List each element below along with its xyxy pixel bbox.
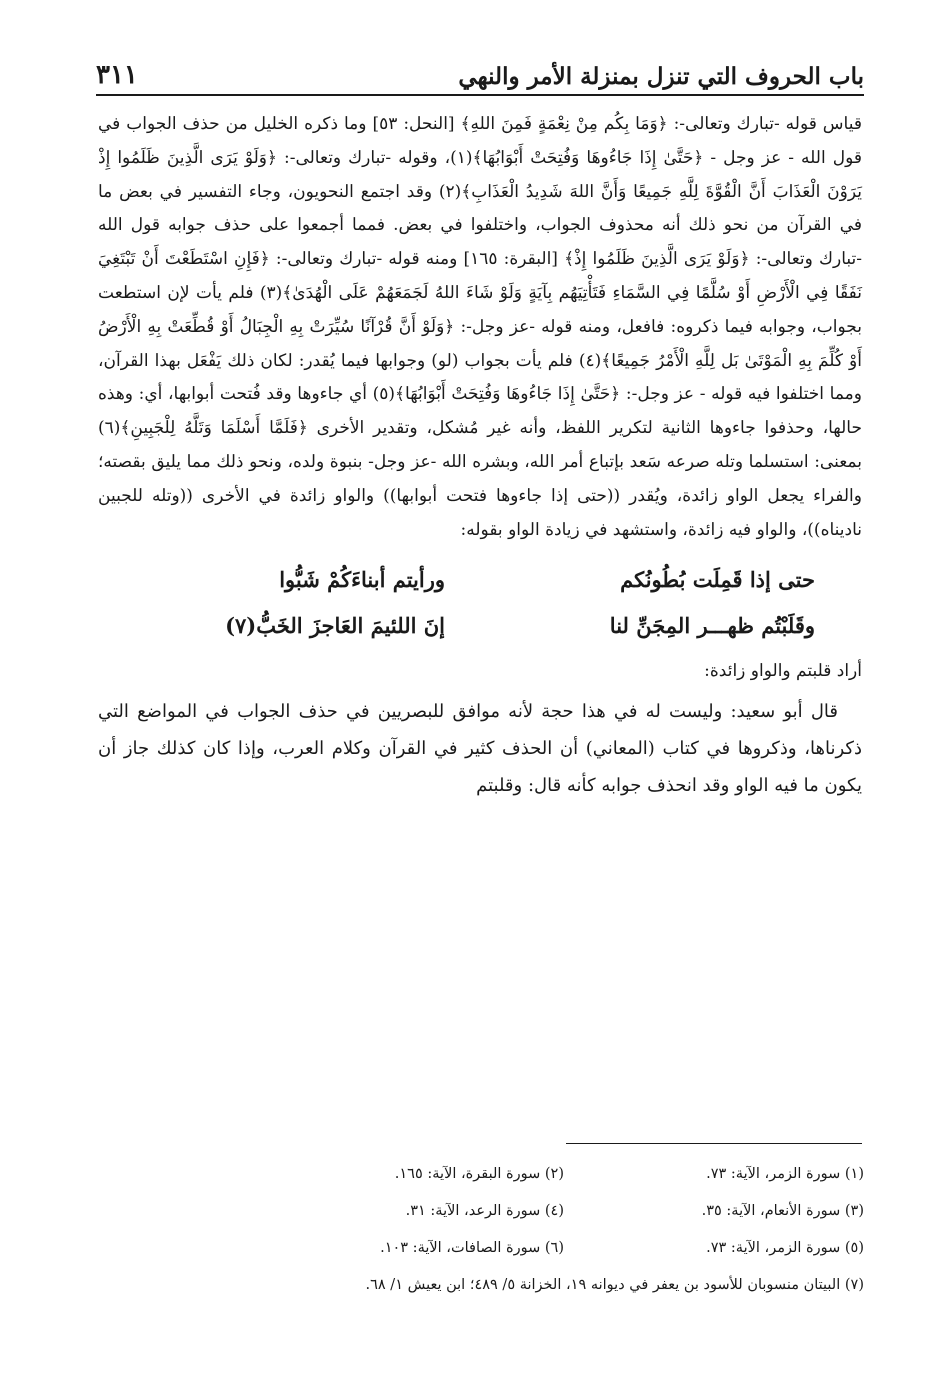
footnote-row	[96, 1155, 864, 1192]
poem-line-2	[98, 603, 862, 649]
poem-verses	[98, 557, 862, 649]
footnote-row	[96, 1266, 864, 1303]
page-number: ٣١١	[96, 60, 138, 90]
paragraph-1: قياس قوله -تبارك وتعالى-: ﴿وَمَا بِكُم مِنْ نِعْمَةٍ فَمِنَ اللهِ﴾ [النحل: ٥٣] وما ذكره الخليل من حذف الجواب في قول الله - عز وجل - ﴿حَتَّىٰ إِذَا جَاءُوهَا وَفُتِحَتْ أَبْوَابُهَا﴾(١)، وقوله -تبارك وتعالى-: ﴿وَلَوْ يَرَى الَّذِينَ ظَلَمُوا إِذْ يَرَوْنَ الْعَذَابَ أَنَّ الْقُوَّةَ لِلَّهِ جَمِيعًا وَأَنَّ اللهَ شَدِيدُ الْعَذَابِ﴾(٢) وقد اجتمع النحويون، وجاء التفسير في بعض ما في القرآن من نحو ذلك أنه محذوف الجواب، واختلفوا في بعض. فمما أجمعوا على حذف جوابه قول الله -تبارك وتعالى-: ﴿وَلَوْ يَرَى الَّذِينَ ظَلَمُوا إِذْ﴾ [البقرة: ١٦٥] ومنه قوله -تبارك وتعالى-: ﴿فَإِنِ اسْتَطَعْتَ أَنْ تَبْتَغِيَ نَفَقًا فِي الْأَرْضِ أَوْ سُلَّمًا فِي السَّمَاءِ فَتَأْتِيَهُم بِآيَةٍ وَلَوْ شَاءَ اللهُ لَجَمَعَهُمْ عَلَى الْهُدَىٰ﴾(٣) فلم يأت لإن استطعت بجواب، وجوابه فيما ذكروه: فافعل، ومنه قوله -عز وجل-: ﴿وَلَوْ أَنَّ قُرْآنًا سُيِّرَتْ بِهِ الْجِبَالُ أَوْ قُطِّعَتْ بِهِ الْأَرْضُ أَوْ كُلِّمَ بِهِ الْمَوْتَىٰ بَل لِلَّهِ الْأَمْرُ جَمِيعًا﴾(٤) فلم يأت بجواب (لو) وجوابها فيما يُقدر: لكان ذلك يَفْعَل بهذا القرآن، ومما اختلفوا فيه قوله - عز وجل-: ﴿حَتَّىٰ إِذَا جَاءُوهَا وَفُتِحَتْ أَبْوَابُهَا﴾(٥) أي جاءوها وقد فُتحت أبوابها، أي: وهذه حالها، وحذفوا جاءوها الثانية لتكرير اللفظ، وأنه غير مُشكل، وتقدير الأخرى ﴿فَلَمَّا أَسْلَمَا وَتَلَّهُ لِلْجَبِينِ﴾(٦) بمعنى: استسلما وتله صرعه سَعد بإتباع أمر الله، وبشره الله -عز وجل- بنبوة ولده، ونحو ذلك مما يليق بقصته؛ والفراء يجعل الواو زائدة، ويُقدر ((حتى إذا جاءوها فتحت أبوابها)) والواو زائدة في الأخرى ((وتله للجبين ناديناه))، والواو فيه زائدة، واستشهد في زيادة الواو بقوله:	[98, 114, 863, 540]
footnote-5: (٥) سورة الزمر، الآية: ٧٣.	[706, 1239, 864, 1256]
main-text	[98, 108, 862, 804]
footnote-4: (٤) سورة الرعد، الآية: ٣١.	[405, 1202, 564, 1219]
poem-line-2-second-hemistich: إنَ اللئيمَ العَاجزَ الخَبُّ(٧)	[225, 613, 445, 639]
footnote-row	[96, 1229, 864, 1266]
footnote-1: (١) سورة الزمر، الآية: ٧٣.	[706, 1165, 864, 1182]
footnote-3: (٣) سورة الأنعام، الآية: ٣٥.	[701, 1202, 864, 1219]
poem-line-1-first-hemistich: حتى إذا قَمِلَت بُطُونُكم	[620, 567, 815, 593]
paragraph-2: أراد قلبتم والواو زائدة:	[704, 661, 862, 682]
footnote-7: (٧) البيتان منسوبان للأسود بن يعفر في ديوانه ١٩، الخزانة ٥/ ٤٨٩؛ ابن يعيش ١/ ٦٨.	[365, 1276, 864, 1293]
footnote-6: (٦) سورة الصافات، الآية: ١٠٣.	[380, 1239, 564, 1256]
poem-line-1-second-hemistich: ورأيتم أبناءَكُمْ شَبُّوا	[279, 567, 445, 593]
footnote-row	[96, 1192, 864, 1229]
chapter-title: باب الحروف التي تنزل بمنزلة الأمر والنهي	[458, 63, 864, 90]
footnote-divider	[566, 1143, 862, 1144]
poem-line-2-first-hemistich: وقَلَبْتُم ظهـــر المِجَنِّ لنا	[609, 613, 815, 639]
header-divider	[96, 94, 864, 96]
running-header	[96, 40, 864, 90]
paragraph-3: قال أبو سعيد: وليست له في هذا حجة لأنه موافق للبصريين في حذف الجواب في المواضع التي ذكرناها، وذكروها في كتاب (المعاني) أن الحذف كثير في القرآن وكلام العرب، وإذا كان كذلك جاز أن يكون ما فيه الواو وقد انحذف جوابه كأنه قال: وقلبتم	[98, 701, 862, 797]
footnotes	[96, 1155, 864, 1303]
footnote-2: (٢) سورة البقرة، الآية: ١٦٥.	[394, 1165, 564, 1182]
poem-line-1	[98, 557, 862, 603]
